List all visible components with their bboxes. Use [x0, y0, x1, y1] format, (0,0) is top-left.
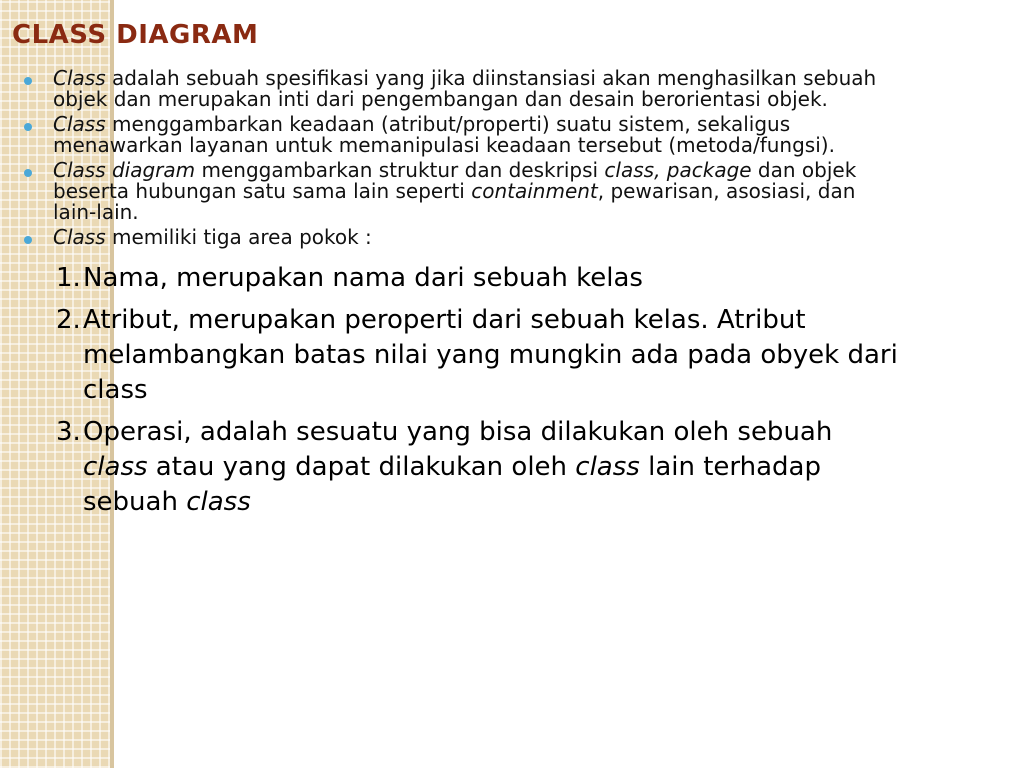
bullet-item-class-state	[20, 114, 900, 156]
item-text: Operasi, adalah sesuatu yang bisa dilakukan oleh sebuah	[83, 417, 833, 447]
item-number: 1.	[56, 263, 81, 293]
slide-content	[20, 68, 900, 527]
bullet-text: memiliki tiga area pokok :	[105, 225, 372, 249]
item-italic-term: class	[186, 487, 251, 517]
item-italic-term: class	[83, 452, 148, 482]
item-text: lain terhadap sebuah	[83, 452, 821, 517]
item-text: Atribut, merupakan peroperti dari sebuah kelas. Atribut melambangkan batas nilai yang mungkin ada pada obyek dari class	[83, 305, 898, 405]
numbered-item-atribut	[56, 303, 900, 408]
bullet-text: dan objek beserta hubungan satu sama lain seperti	[53, 158, 857, 203]
item-text: atau yang dapat dilakukan oleh	[147, 452, 576, 482]
bullet-italic-term: class, package	[604, 158, 752, 182]
numbered-list	[56, 261, 900, 520]
item-text: Nama, merupakan nama dari sebuah kelas	[83, 263, 643, 293]
bullet-italic-term: containment	[471, 179, 598, 203]
slide-title: CLASS DIAGRAM	[12, 20, 259, 50]
bullet-text: menggambarkan keadaan (atribut/properti) suatu sistem, sekaligus menawarkan layanan untuk memanipulasi keadaan tersebut (metoda/fungsi).	[53, 112, 835, 157]
bullet-term: Class	[53, 66, 106, 90]
bullet-term: Class	[53, 112, 106, 136]
bullet-list	[20, 68, 900, 248]
item-number: 3.	[56, 417, 81, 447]
bullet-term: Class	[53, 225, 106, 249]
bullet-item-class-definition	[20, 68, 900, 110]
bullet-item-class-diagram	[20, 160, 900, 223]
bullet-text: adalah sebuah spesifikasi yang jika diinstansiasi akan menghasilkan sebuah objek dan merupakan inti dari pengembangan dan desain berorientasi objek.	[53, 66, 877, 111]
bullet-text: , pewarisan, asosiasi, dan lain-lain.	[53, 179, 856, 224]
bullet-text: menggambarkan struktur dan deskripsi	[195, 158, 605, 182]
numbered-item-nama	[56, 261, 900, 296]
numbered-item-operasi	[56, 415, 900, 520]
bullet-term: Class diagram	[53, 158, 196, 182]
bullet-item-class-areas	[20, 227, 900, 248]
item-number: 2.	[56, 305, 81, 335]
item-italic-term: class	[575, 452, 640, 482]
